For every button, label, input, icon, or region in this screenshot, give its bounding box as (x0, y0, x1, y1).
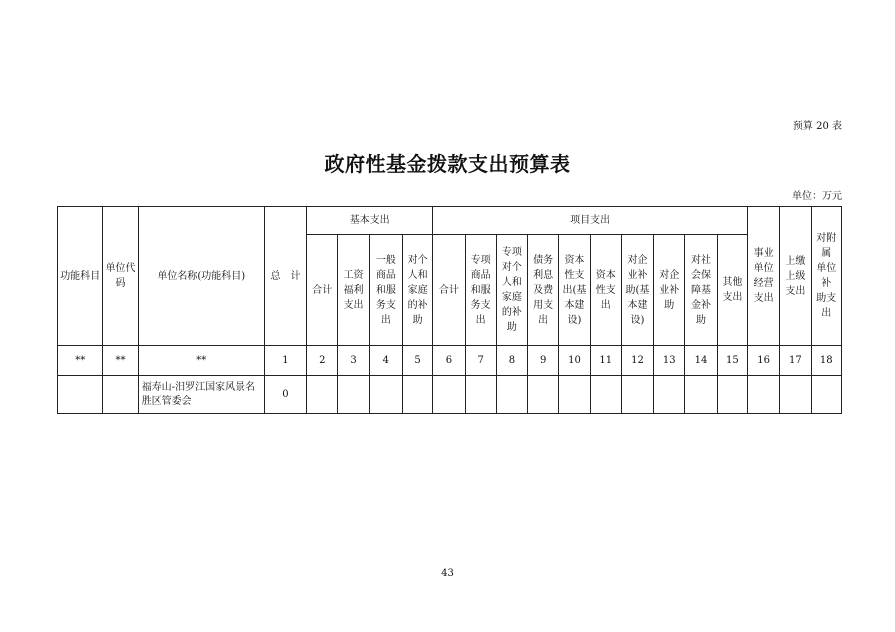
column-index-row (58, 346, 842, 376)
header-project-col: 合计 (433, 235, 465, 346)
cell-value (496, 376, 527, 414)
index-cell: 8 (496, 346, 527, 376)
index-cell: 3 (338, 346, 369, 376)
header-project-expense-group: 项目支出 (433, 207, 748, 235)
header-basic-col: 工资 福利 支出 (338, 235, 369, 346)
cell-total: 0 (264, 376, 306, 414)
cell-value (307, 376, 338, 414)
index-cell: 18 (811, 346, 841, 376)
cell-value (590, 376, 621, 414)
header-business-unit-expense: 事业 单位 经营 支出 (748, 207, 780, 346)
page-title: 政府性基金拨款支出预算表 (324, 152, 571, 176)
header-project-col: 专项 商品 和服 务支 出 (465, 235, 496, 346)
header-project-col: 对企 业补 助(基 本建 设) (621, 235, 653, 346)
index-cell: ** (103, 346, 138, 376)
header-basic-col: 合计 (307, 235, 338, 346)
cell-value (369, 376, 402, 414)
index-cell: 13 (654, 346, 685, 376)
index-cell: ** (138, 346, 264, 376)
header-total: 总 计 (264, 207, 306, 346)
page-number: 43 (441, 568, 454, 579)
header-basic-col: 一般 商品 和服 务支 出 (369, 235, 402, 346)
index-cell: 5 (402, 346, 432, 376)
cell-value (402, 376, 432, 414)
index-cell: 17 (780, 346, 811, 376)
index-cell: 15 (717, 346, 747, 376)
index-cell: 4 (369, 346, 402, 376)
header-project-col: 对企 业补 助 (654, 235, 685, 346)
header-project-col: 债务 利息 及费 用支 出 (528, 235, 559, 346)
index-cell: 1 (264, 346, 306, 376)
table-row (58, 376, 842, 414)
cell-value (433, 376, 465, 414)
index-cell: 2 (307, 346, 338, 376)
cell-value (717, 376, 747, 414)
cell-unit-name: 福寿山-汨罗江国家风景名胜区管委会 (138, 376, 264, 414)
index-cell: 12 (621, 346, 653, 376)
index-cell: 9 (528, 346, 559, 376)
cell-func-subject (58, 376, 103, 414)
header-row-1 (58, 207, 842, 235)
unit-label: 单位：万元 (792, 191, 842, 202)
index-cell: 6 (433, 346, 465, 376)
cell-value (338, 376, 369, 414)
cell-value (528, 376, 559, 414)
index-cell: 16 (748, 346, 780, 376)
cell-value (811, 376, 841, 414)
index-cell: 11 (590, 346, 621, 376)
cell-value (685, 376, 717, 414)
cell-value (465, 376, 496, 414)
header-upper-level-expense: 上缴 上级 支出 (780, 207, 811, 346)
index-cell: 7 (465, 346, 496, 376)
header-unit-name: 单位名称(功能科目) (138, 207, 264, 346)
header-project-col: 对社 会保 障基 金补 助 (685, 235, 717, 346)
header-basic-expense-group: 基本支出 (307, 207, 433, 235)
cell-value (621, 376, 653, 414)
index-cell: 10 (559, 346, 590, 376)
header-project-col: 资本 性支 出 (590, 235, 621, 346)
header-unit-code: 单位代 码 (103, 207, 138, 346)
cell-value (780, 376, 811, 414)
budget-table-number: 预算 20 表 (792, 121, 842, 132)
header-project-col: 资本 性支 出(基 本建 设) (559, 235, 590, 346)
header-affiliated-unit-subsidy: 对附属 单位补 助支出 (811, 207, 841, 346)
cell-value (748, 376, 780, 414)
header-project-col: 其他 支出 (717, 235, 747, 346)
header-basic-col: 对个 人和 家庭 的补 助 (402, 235, 432, 346)
cell-value (654, 376, 685, 414)
cell-value (559, 376, 590, 414)
index-cell: 14 (685, 346, 717, 376)
index-cell: ** (58, 346, 103, 376)
header-project-col: 专项 对个 人和 家庭 的补 助 (496, 235, 527, 346)
budget-table (57, 206, 842, 414)
header-func-subject: 功能科目 (58, 207, 103, 346)
cell-unit-code (103, 376, 138, 414)
